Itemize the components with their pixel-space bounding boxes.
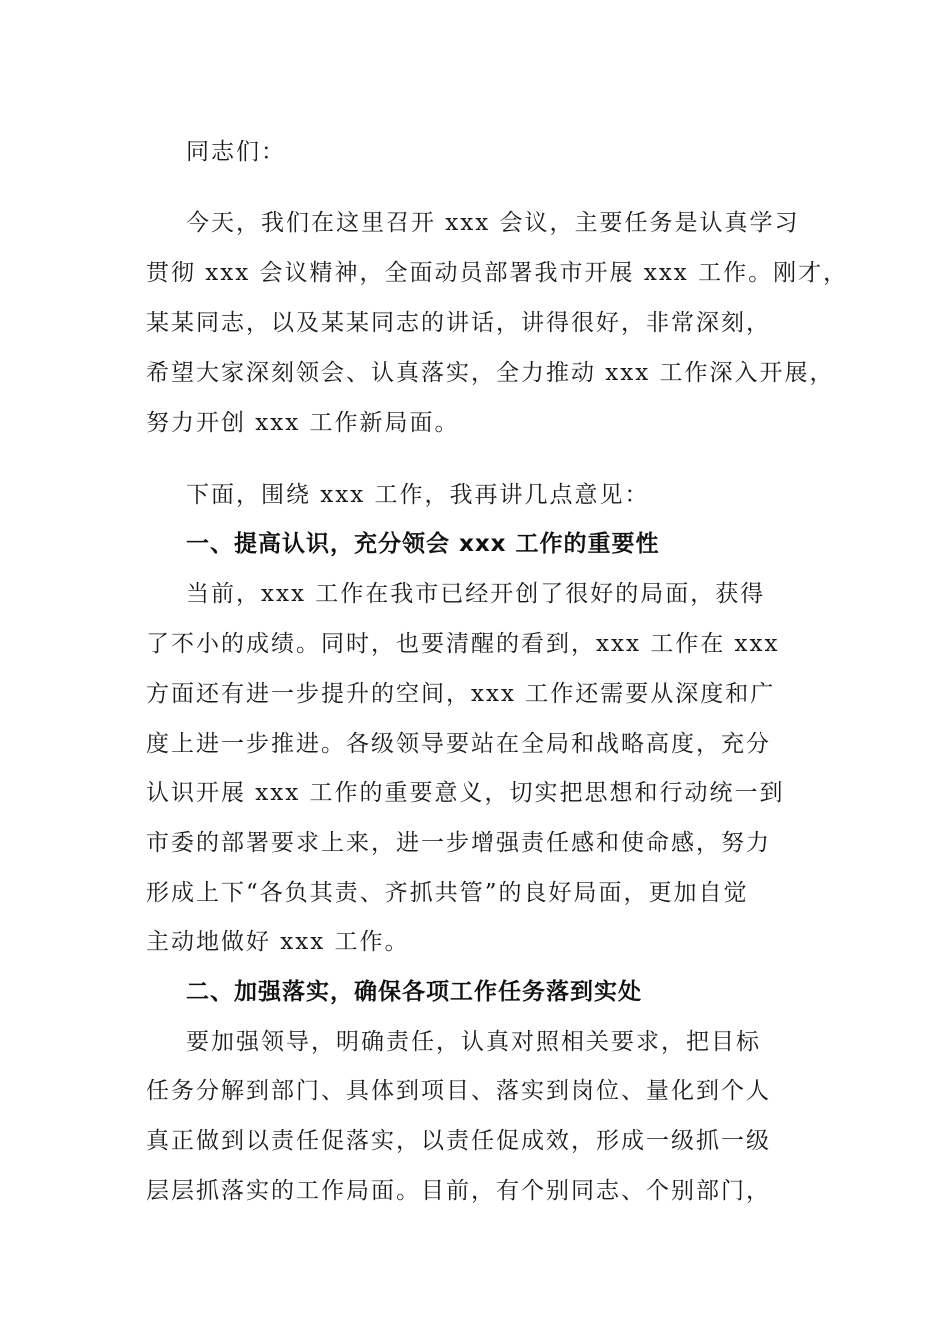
section2-line: 真正做到以责任促落实，以责任促成效，形成一级抓一级 [146,1128,771,1154]
section1-line: 方面还有进一步提升的空间，xxx 工作还需要从深度和广 [146,681,776,707]
section1-line: 度上进一步推进。各级领导要站在全局和战略高度，充分 [146,731,771,757]
section1-line: 认识开展 xxx 工作的重要意义，切实把思想和行动统一到 [146,780,785,806]
intro-line: 努力开创 xxx 工作新局面。 [146,410,460,436]
transition-text: 下面，围绕 xxx 工作，我再讲几点意见： [186,482,650,508]
intro-line: 贯彻 xxx 会议精神，全面动员部署我市开展 xxx 工作。刚才， [146,260,849,286]
section1-heading: 一、提高认识，充分领会 xxx 工作的重要性 [186,531,660,557]
section1-line: 了不小的成绩。同时，也要清醒的看到，xxx 工作在 xxx [146,631,780,657]
intro-line: 希望大家深刻领会、认真落实，全力推动 xxx 工作深入开展， [146,360,835,386]
greeting: 同志们： [186,139,286,165]
section1-line: 当前，xxx 工作在我市已经开创了很好的局面，获得 [186,581,766,607]
section1-line: 形成上下“各负其责、齐抓共管”的良好局面，更加自觉 [146,880,749,906]
intro-line: 某某同志，以及某某同志的讲话，讲得很好，非常深刻， [146,310,771,336]
section2-heading: 二、加强落实，确保各项工作任务落到实处 [186,979,642,1005]
section2-line: 任务分解到部门、具体到项目、落实到岗位、量化到个人 [146,1078,771,1104]
section2-line: 层层抓落实的工作局面。目前，有个别同志、个别部门， [146,1178,771,1204]
section1-line: 市委的部署要求上来，进一步增强责任感和使命感，努力 [146,830,771,856]
section2-line: 要加强领导，明确责任，认真对照相关要求，把目标 [186,1029,761,1055]
section1-line: 主动地做好 xxx 工作。 [146,929,410,955]
intro-line: 今天，我们在这里召开 xxx 会议，主要任务是认真学习 [186,210,800,236]
